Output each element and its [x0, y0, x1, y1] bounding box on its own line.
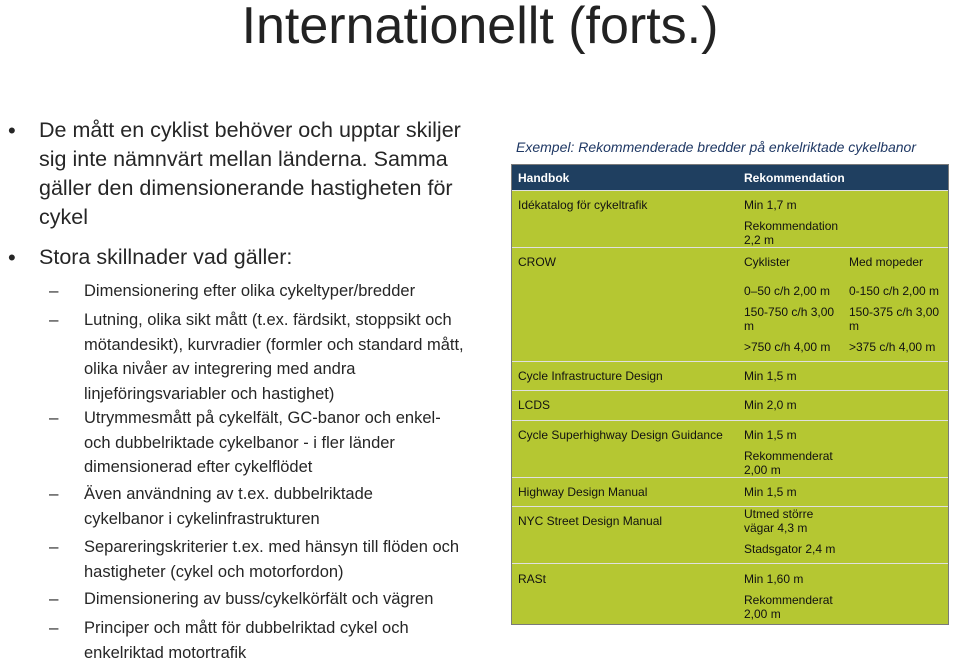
- handbook-cell: [512, 449, 738, 478]
- bullet-item: • De mått en cyklist behöver och upptar skiljer sig inte nämnvärt mellan länderna. Samma gäller den dimensionerande hastigheten för cykel: [39, 116, 479, 232]
- recommendation-cell: Stadsgator 2,4 m: [744, 542, 836, 557]
- example-caption: Exempel: Rekommenderade bredder på enkelriktade cykelbanor: [516, 139, 916, 155]
- recommendation-cell: [843, 507, 948, 536]
- table-row: [512, 535, 948, 564]
- table-row: [512, 248, 948, 277]
- table-row: [512, 477, 948, 506]
- table-row: [512, 219, 948, 248]
- table-row: [512, 333, 948, 362]
- recommendation-cell: [843, 564, 948, 593]
- bullet-item: • Stora skillnader vad gäller:: [39, 243, 479, 272]
- recommendation-cell: [843, 449, 948, 478]
- recommendation-cell: [843, 477, 948, 506]
- recommendation-cell: [843, 391, 948, 420]
- sub-bullet-item: – Även användning av t.ex. dubbelriktade cykelbanor i cykelinfrastrukturen: [84, 482, 424, 531]
- recommendation-cell: Utmed större vägar 4,3 m: [738, 507, 843, 536]
- recommendation-cell: Min 1,5 m: [738, 362, 843, 391]
- recommendation-cell: 0–50 c/h 2,00 m: [744, 283, 831, 298]
- recommendation-cell: Min 1,60 m: [738, 564, 843, 593]
- recommendation-cell: [843, 219, 948, 248]
- table-row: [512, 593, 948, 621]
- handbook-cell: Cycle Infrastructure Design: [512, 362, 738, 391]
- recommendation-cell: Rekommendation 2,2 m: [744, 219, 839, 248]
- handbook-cell: [512, 277, 738, 305]
- handbook-cell: Highway Design Manual: [512, 477, 738, 506]
- table-row: [512, 449, 948, 478]
- recommendation-cell: Min 2,0 m: [738, 391, 843, 420]
- recommendation-cell: Rekommenderat 2,00 m: [744, 592, 833, 621]
- table-row: [512, 362, 948, 391]
- header-handbook: Handbok: [512, 165, 738, 191]
- recommendation-cell: 150-750 c/h 3,00 m: [744, 304, 835, 333]
- recommendation-table: [511, 164, 949, 625]
- table-row: [512, 507, 948, 536]
- recommendation-cell: Min 1,5 m: [738, 477, 843, 506]
- table-row: [512, 305, 948, 333]
- handbook-cell: [512, 535, 738, 564]
- header-empty: [843, 165, 948, 191]
- recommendation-cell: >750 c/h 4,00 m: [744, 340, 831, 355]
- table-row: [512, 564, 948, 593]
- handbook-cell: [512, 333, 738, 362]
- handbook-cell: [512, 593, 738, 621]
- recommendation-cell: Min 1,5 m: [738, 420, 843, 449]
- handbook-cell: CROW: [512, 248, 738, 277]
- recommendation-cell: [843, 535, 948, 564]
- sub-bullet-item: – Dimensionering efter olika cykeltyper/bredder: [84, 279, 484, 304]
- sub-bullet-item: – Dimensionering av buss/cykelkörfält och vägren: [84, 587, 484, 612]
- sub-bullet-item: – Separeringskriterier t.ex. med hänsyn till flöden och hastigheter (cykel och motorfordon): [84, 535, 484, 584]
- handbook-cell: RASt: [512, 564, 738, 593]
- table-header-row: [512, 165, 948, 191]
- sub-bullet-item: – Utrymmesmått på cykelfält, GC-banor och enkel- och dubbelriktade cykelbanor - i fler länder dimensionerad efter cykelflödet: [84, 406, 444, 480]
- sub-bullet-item: – Principer och mått för dubbelriktad cykel och enkelriktad motortrafik: [84, 616, 464, 665]
- recommendation-cell: [843, 420, 948, 449]
- slide-title: Internationellt (forts.): [241, 0, 719, 55]
- handbook-cell: [512, 305, 738, 333]
- recommendation-cell: Rekommenderat 2,00 m: [744, 448, 833, 477]
- sub-bullet-item: – Lutning, olika sikt mått (t.ex. färdsikt, stoppsikt och mötandesikt), kurvradier (formler och standard mått, olika nivåer av integrering med andra linjeföringsvariabler och hastighet): [84, 308, 464, 406]
- table-row: [512, 391, 948, 420]
- recommendation-cell: 150-375 c/h 3,00 m: [849, 304, 940, 333]
- handbook-cell: NYC Street Design Manual: [512, 507, 738, 536]
- recommendation-cell: >375 c/h 4,00 m: [849, 340, 936, 355]
- handbook-cell: Idékatalog för cykeltrafik: [512, 191, 738, 220]
- recommendation-cell: Cyklister: [738, 248, 843, 277]
- table-row: [512, 191, 948, 220]
- recommendation-cell: [843, 593, 948, 621]
- handbook-cell: [512, 219, 738, 248]
- recommendation-cell: [843, 362, 948, 391]
- table-row: [512, 420, 948, 449]
- handbook-cell: Cycle Superhighway Design Guidance: [512, 420, 738, 449]
- table-row: [512, 277, 948, 305]
- recommendation-cell: 0-150 c/h 2,00 m: [849, 283, 940, 298]
- recommendation-cell: [843, 191, 948, 220]
- recommendation-cell: Min 1,7 m: [738, 191, 843, 220]
- handbook-cell: LCDS: [512, 391, 738, 420]
- recommendation-cell: Med mopeder: [843, 248, 948, 277]
- header-recommendation: Rekommendation: [738, 165, 843, 191]
